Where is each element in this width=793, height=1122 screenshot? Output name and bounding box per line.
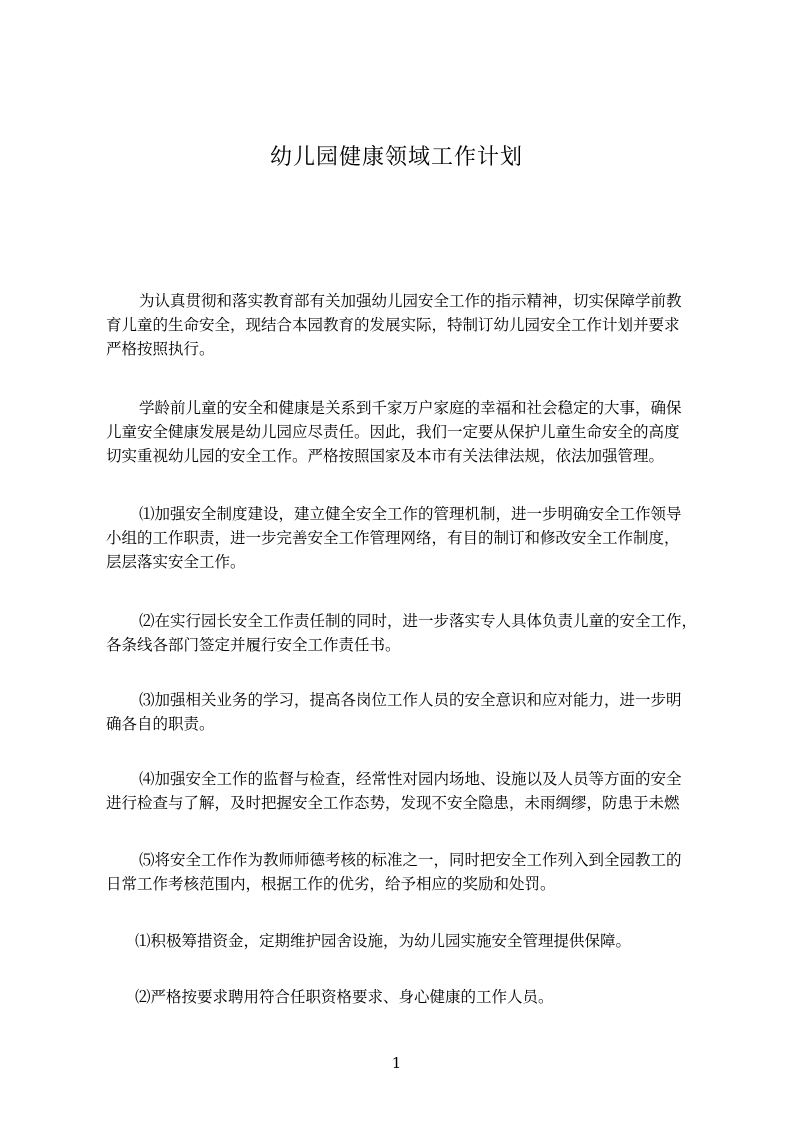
paragraph-line: 日常工作考核范围内，根据工作的优劣，给予相应的奖励和处罚。 [106, 875, 556, 893]
paragraph-line: 严格按照执行。 [106, 340, 215, 358]
paragraph-line: 层层落实安全工作。 [106, 553, 246, 571]
paragraph-7 [106, 848, 682, 896]
paragraph-line: ⑴加强安全制度建设，建立健全安全工作的管理机制，进一步明确安全工作领导 [139, 505, 682, 523]
paragraph-line: 儿童安全健康发展是幼儿园应尽责任。因此，我们一定要从保护儿童生命安全的高度 [106, 423, 680, 441]
paragraph-line: 学龄前儿童的安全和健康是关系到千家万户家庭的幸福和社会稳定的大事，确保 [139, 399, 682, 417]
paragraph-5 [106, 688, 682, 736]
paragraph-line: ⑵在实行园长安全工作责任制的同时，进一步落实专人具体负责儿童的安全工作， [139, 612, 698, 630]
page-number: 1 [391, 1054, 402, 1072]
paragraph-line: 确各自的职责。 [106, 715, 215, 733]
paragraph-6 [106, 767, 682, 815]
paragraph-line: 各条线各部门签定并履行安全工作责任书。 [106, 636, 401, 654]
paragraph-1 [106, 289, 682, 361]
paragraph-line: 切实重视幼儿园的安全工作。严格按照国家及本市有关法律法规，依法加强管理。 [106, 447, 665, 465]
paragraph-line: 小组的工作职责，进一步完善安全工作管理网络，有目的制订和修改安全工作制度， [106, 529, 680, 547]
paragraph-4 [106, 609, 697, 657]
paragraph-line: ⑷加强安全工作的监督与检查，经常性对园内场地、设施以及人员等方面的安全 [139, 770, 682, 788]
paragraph-line: ⑴积极筹措资金，定期维护园舍设施，为幼儿园实施安全管理提供保障。 [135, 932, 632, 950]
paragraph-8 [135, 929, 631, 953]
paragraph-line: ⑸将安全工作作为教师师德考核的标准之一，同时把安全工作列入到全园教工的 [139, 851, 682, 869]
paragraph-line: ⑵严格按要求聘用符合任职资格要求、身心健康的工作人员。 [135, 988, 554, 1006]
paragraph-3 [106, 502, 682, 574]
paragraph-line: 为认真贯彻和落实教育部有关加强幼儿园安全工作的指示精神，切实保障学前教 [139, 292, 682, 310]
paragraph-2 [106, 396, 682, 468]
page-title: 幼儿园健康领域工作计划 [269, 145, 523, 170]
paragraph-9 [135, 985, 554, 1009]
paragraph-line: ⑶加强相关业务的学习，提高各岗位工作人员的安全意识和应对能力，进一步明 [139, 691, 682, 709]
paragraph-line: 育儿童的生命安全，现结合本园教育的发展实际，特制订幼儿园安全工作计划并要求 [106, 316, 680, 334]
paragraph-line: 进行检查与了解，及时把握安全工作态势，发现不安全隐患，未雨绸缪，防患于未燃 [106, 794, 680, 812]
